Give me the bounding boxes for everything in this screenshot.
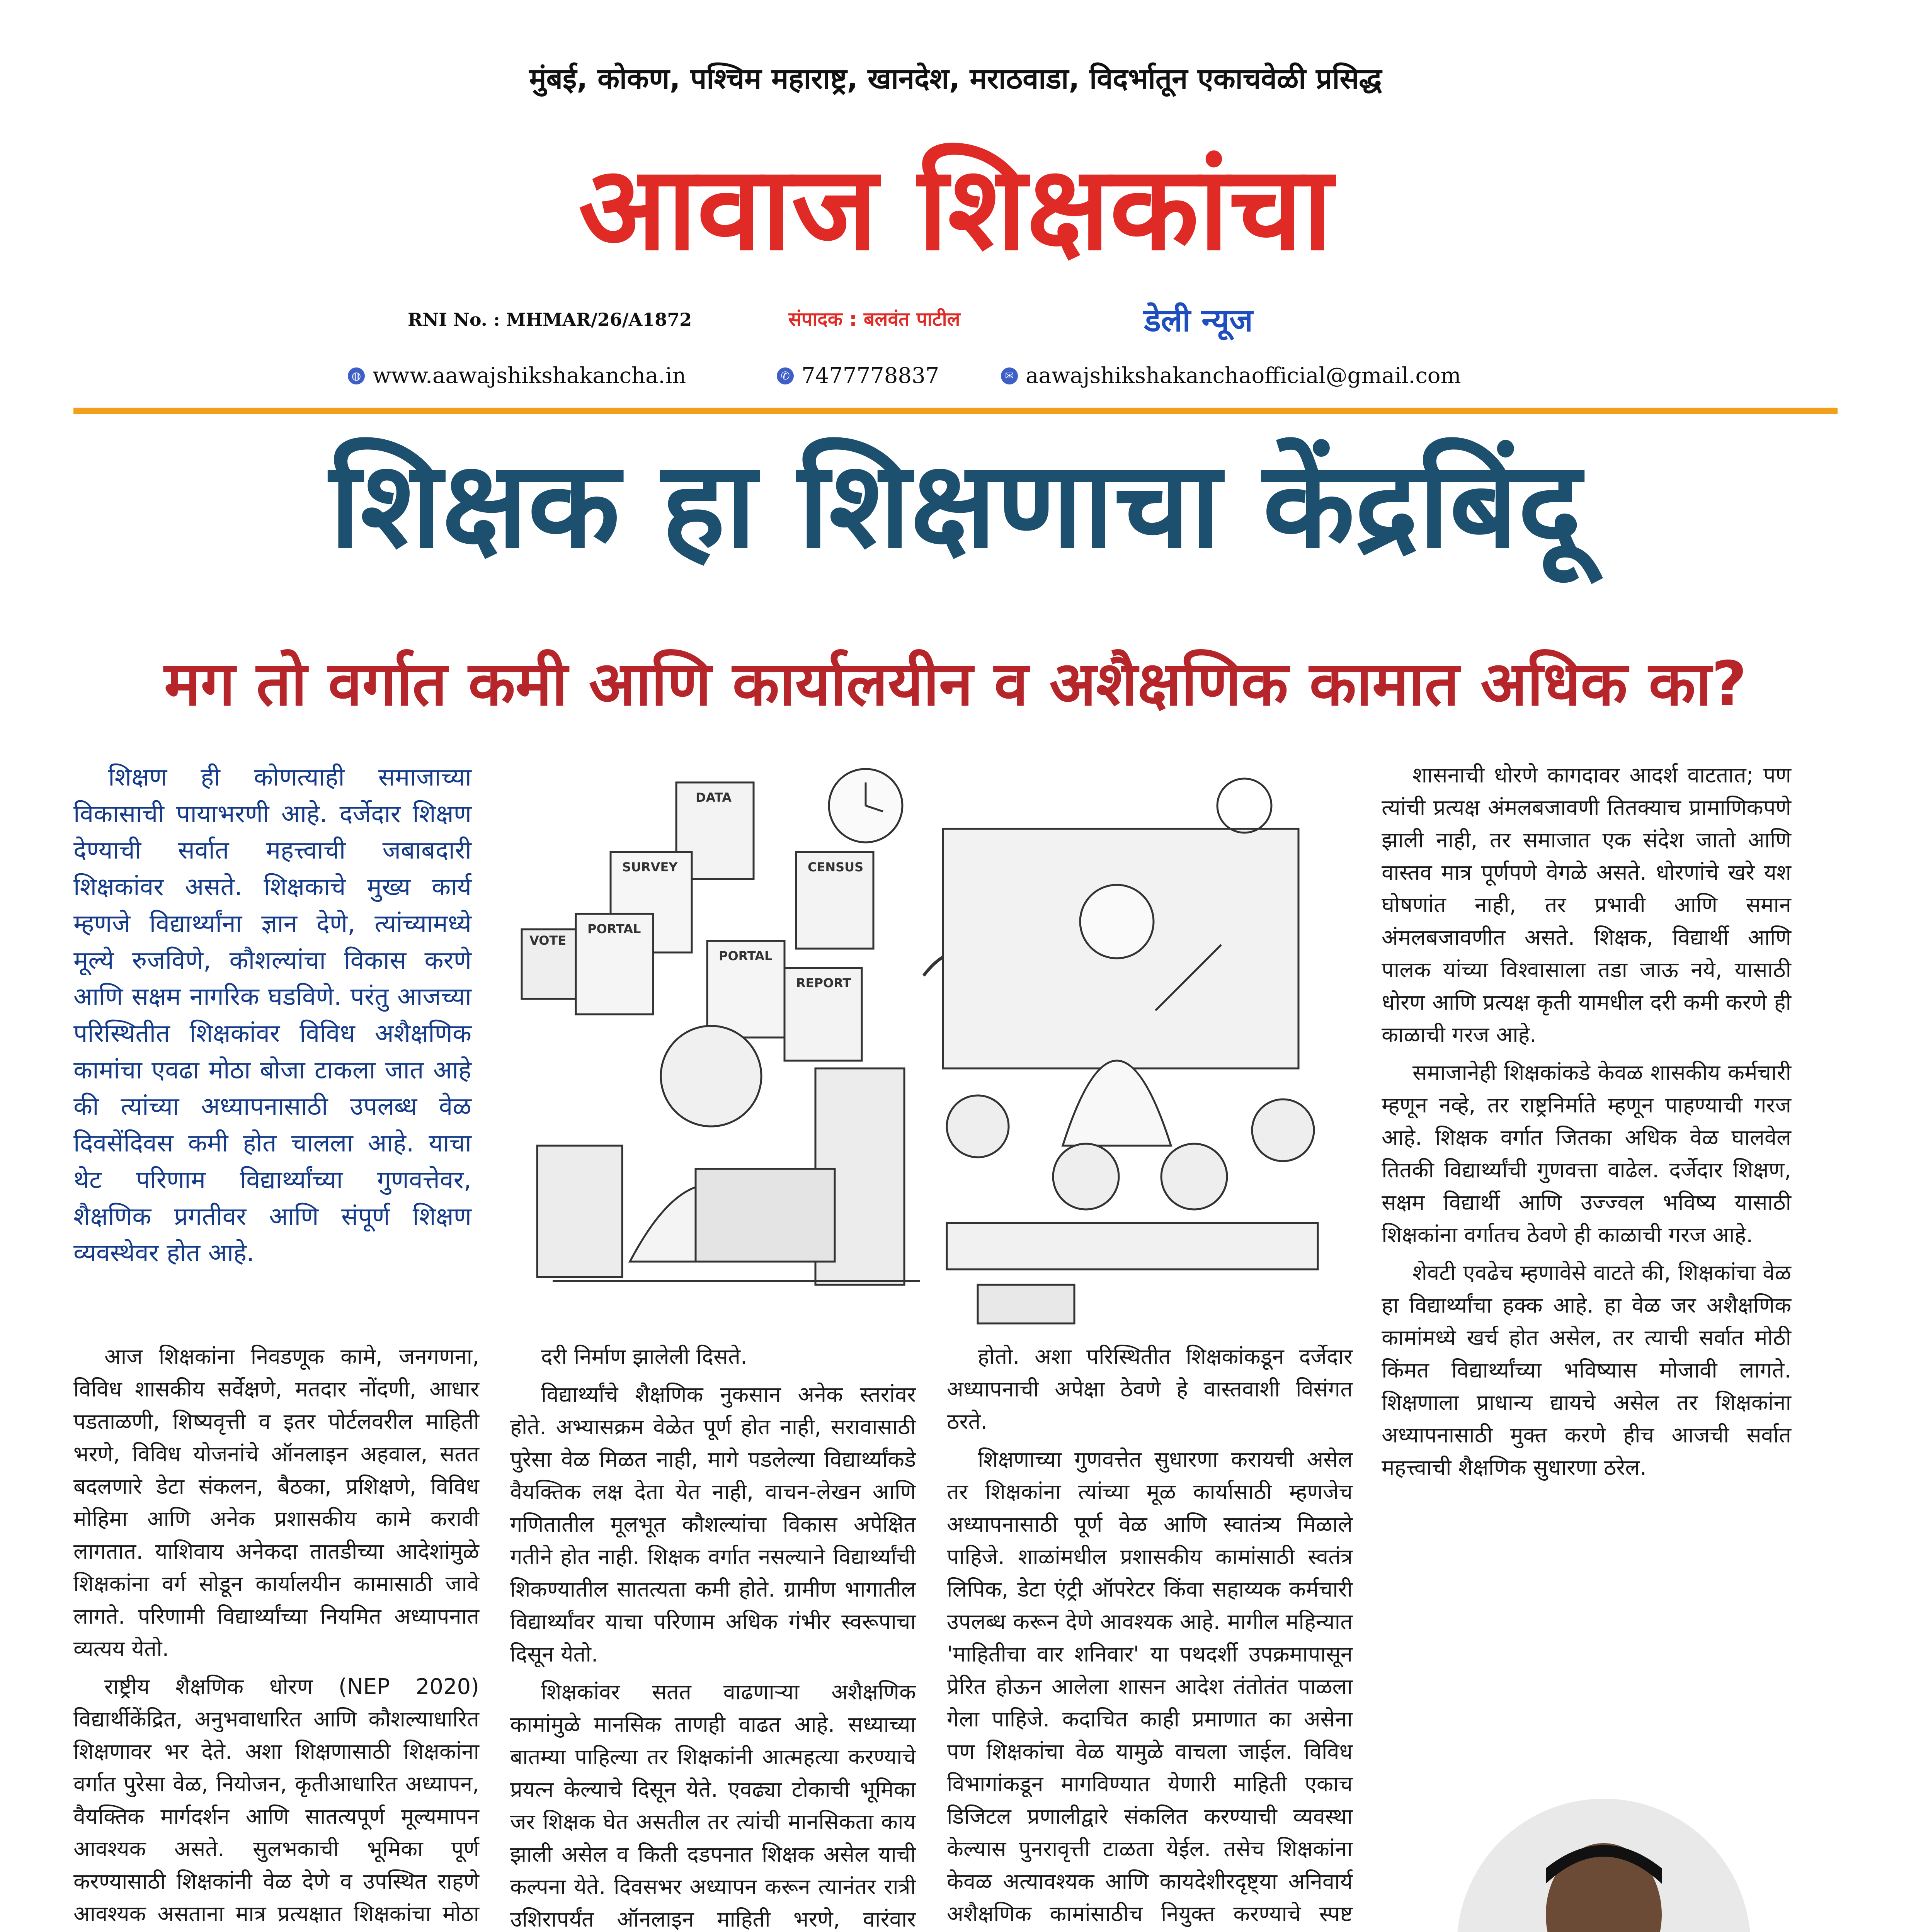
article-column-2: [510, 1341, 916, 1932]
paragraph: होतो. अशा परिस्थितीत शिक्षकांकडून दर्जेदार अध्यापनाची अपेक्षा ठेवणे हे वास्तवाशी विसंगत ठरते.: [947, 1344, 1353, 1434]
label-survey: SURVEY: [622, 860, 678, 874]
article-column-4: [1382, 759, 1791, 1490]
website-contact[interactable]: [348, 363, 686, 388]
globe-icon: ◍: [348, 367, 365, 384]
paragraph: आज शिक्षकांना निवडणूक कामे, जनगणना, विविध शासकीय सर्वेक्षणे, मतदार नोंदणी, आधार पडताळणी, शिष्यवृत्ती व इतर पोर्टलवरील माहिती भरणे, विविध योजनांचे ऑनलाइन अहवाल, सतत बदलणारे डेटा संकलन, बैठका, प्रशिक्षणे, विविध मोहिमा आणि अनेक प्रशासकीय कामे करावी लागतात. याशिवाय अनेकदा तातडीच्या आदेशांमुळे शिक्षकांना वर्ग सोडून कार्यालयीन कामासाठी जावे लागते. परिणामी विद्यार्थ्यांच्या नियमित अध्यापनात व्यत्यय येतो.: [73, 1344, 479, 1662]
label-portal-1: PORTAL: [587, 922, 641, 936]
student-icon-4: [1252, 1099, 1314, 1161]
paragraph: शिक्षकांवर सतत वाढणाऱ्या अशैक्षणिक कामांमुळे मानसिक ताणही वाढत आहे. सध्याच्या बातम्या पाहिल्या तर शिक्षकांनी आत्महत्या करण्याचे प्रयत्न केल्याचे दिसून येते. एवढ्या टोकाची भूमिका जर शिक्षक घेत असतील तर त्यांची मानसिकता काय झाली असेल व किती दडपनात शिक्षक असेल याची कल्पना येते. दिवसभर अध्यापन करून त्यानंतर रात्री उशिरापर्यंत ऑनलाइन माहिती भरणे, वारंवार: [510, 1680, 916, 1932]
paragraph: शिक्षणाच्या गुणवत्तेत सुधारणा करायची असेल तर शिक्षकांना त्यांच्या मूळ कार्यासाठी म्हणजेच अध्यापनासाठी पूर्ण वेळ आणि स्वातंत्र्य मिळाले पाहिजे. शाळांमधील प्रशासकीय कामांसाठी स्वतंत्र लिपिक, डेटा एंट्री ऑपरेटर किंवा सहाय्यक कर्मचारी उपलब्ध करून देणे आवश्यक आहे. मागील महिन्यात 'माहितीचा वार शनिवार' या पथदर्शी उपक्रमापासून प्रेरित होऊन आलेला शासन आदेश तंतोतंत पाळला गेला पाहिजे. कदाचित काही प्रमाणात का असेना पण शिक्षकांचा वेळ यामुळे वाचला जाईल. विविध विभागांकडून मागविण्यात येणारी माहिती एकाच डिजिटल प्रणालीद्वारे संकलित करण्याची व्यवस्था केल्यास पुनरावृत्ती टाळता येईल. तसेच शिक्षकांना केवळ अत्यावश्यक आणि कायदेशीरदृष्ट्या अनिवार्य अशैक्षणिक कामांसाठीच नियुक्त करण्याचे स्पष्ट: [947, 1447, 1353, 1927]
paragraph: विद्यार्थ्यांचे शैक्षणिक नुकसान अनेक स्तरांवर होते. अभ्यासक्रम वेळेत पूर्ण होत नाही, सरावासाठी पुरेसा वेळ मिळत नाही, मागे पडलेल्या विद्यार्थ्यांकडे वैयक्तिक लक्ष देता येत नाही, वाचन-लेखन आणि गणितातील मूलभूत कौशल्यांचा विकास अपेक्षित गतीने होत नाही. शिक्षक वर्गात नसल्याने विद्यार्थ्यांची शिकण्यातील सातत्यता कमी होते. ग्रामीण भागातील विद्यार्थ्यांवर याचा परिणाम अधिक गंभीर स्वरूपाचा दिसून येतो.: [510, 1382, 916, 1667]
laptop-icon: [696, 1169, 835, 1262]
student-icon-2: [1053, 1144, 1119, 1209]
email-text[interactable]: aawajshikshakanchaofficial@gmail.com: [1026, 363, 1461, 388]
subheadline: मग तो वर्गात कमी आणि कार्यालयीन व अशैक्षणिक कामात अधिक का?: [164, 648, 1747, 719]
article-column-1: [73, 1341, 479, 1932]
edition-label: डेली न्यूज: [1144, 302, 1253, 339]
label-portal-2: PORTAL: [719, 949, 773, 963]
author-portrait-icon: [1457, 1799, 1751, 1932]
label-census: CENSUS: [808, 860, 864, 874]
phone-contact[interactable]: [777, 363, 939, 388]
masthead: आवाज शिक्षकांचा: [578, 141, 1333, 276]
stressed-teacher-icon: [661, 1026, 761, 1126]
phone-icon: ✆: [777, 367, 794, 384]
headline: शिक्षक हा शिक्षणाचा केंद्रबिंदू: [329, 435, 1582, 575]
label-report: REPORT: [796, 976, 851, 990]
header-rule: [73, 408, 1838, 414]
paragraph: दरी निर्माण झालेली दिसते.: [541, 1344, 747, 1369]
student-icon: [947, 1095, 1009, 1157]
article-column-3: [947, 1341, 1353, 1932]
editor-credit: संपादक : बलवंत पाटील: [788, 308, 960, 330]
article-illustration: [514, 759, 1356, 1331]
email-contact[interactable]: [1001, 363, 1461, 388]
paragraph: समाजानेही शिक्षकांकडे केवळ शासकीय कर्मचारी म्हणून नव्हे, तर राष्ट्रनिर्माते म्हणून पाहण्याची गरज आहे. शिक्षक वर्गात जितका अधिक वेळ घालवेल तितकी विद्यार्थ्यांची गुणवत्ता वाढेल. दर्जेदार शिक्षण, सक्षम विद्यार्थी आणि उज्ज्वल भविष्य यासाठी शिक्षकांना वर्गातच ठेवणे ही काळाची गरज आहे.: [1382, 1060, 1791, 1248]
phone-text[interactable]: 7477778837: [801, 363, 939, 388]
paragraph: शेवटी एवढेच म्हणावेसे वाटते की, शिक्षकांचा वेळ हा विद्यार्थ्यांचा हक्क आहे. हा वेळ जर अशैक्षणिक कामांमध्ये खर्च होत असेल, तर त्याची सर्वात मोठी किंमत विद्यार्थ्यांच्या भविष्यास मोजावी लागते. शिक्षणाला प्राधान्य द्यायचे असेल तर शिक्षकांना अध्यापनासाठी मुक्त करणे हीच आजची सर्वात महत्त्वाची शैक्षणिक सुधारणा ठरेल.: [1382, 1260, 1791, 1480]
mail-icon: ✉: [1001, 367, 1018, 384]
file-stack-icon: [537, 1146, 622, 1277]
author-photo: [1457, 1799, 1751, 1932]
paragraph: राष्ट्रीय शैक्षणिक धोरण (NEP 2020) विद्यार्थीकेंद्रित, अनुभवाधारित आणि कौशल्याधारित शिक्षणावर भर देते. अशा शिक्षणासाठी शिक्षकांना वर्गात पुरेसा वेळ, नियोजन, कृतीआधारित अध्यापन, वैयक्तिक मार्गदर्शन आणि सातत्यपूर्ण मूल्यमापन आवश्यक असते. सुलभकाची भूमिका पूर्ण करण्यासाठी शिक्षकांनी वेळ देणे व उपस्थित राहणे आवश्यक असताना मात्र प्रत्यक्षात शिक्षकांचा मोठा: [73, 1674, 479, 1927]
lead-paragraph: [73, 759, 471, 1272]
desk-icon: [947, 1223, 1318, 1269]
tagline: मुंबई, कोकण, पश्चिम महाराष्ट्र, खानदेश, मराठवाडा, विदर्भातून एकाचवेळी प्रसिद्ध: [529, 62, 1382, 95]
student-icon-3: [1161, 1144, 1227, 1209]
website-text[interactable]: www.aawajshikshakancha.in: [373, 363, 686, 388]
lead-text: शिक्षण ही कोणत्याही समाजाच्या विकासाची पायाभरणी आहे. दर्जेदार शिक्षण देण्याची सर्वात महत्त्वाची जबाबदारी शिक्षकांवर असते. शिक्षकाचे मुख्य कार्य म्हणजे विद्यार्थ्यांना ज्ञान देणे, त्यांच्यामध्ये मूल्ये रुजविणे, कौशल्यांचा विकास करणे आणि सक्षम नागरिक घडविणे. परंतु आजच्या परिस्थितीत शिक्षकांवर विविध अशैक्षणिक कामांचा एवढा मोठा बोजा टाकला जात आहे की त्यांच्या अध्यापनासाठी उपलब्ध वेळ दिवसेंदिवस कमी होत चालला आहे. याचा थेट परिणाम विद्यार्थ्यांच्या गुणवत्तेवर, शैक्षणिक प्रगतीवर आणि संपूर्ण शिक्षण व्यवस्थेवर होत आहे.: [73, 763, 471, 1268]
label-vote: VOTE: [529, 933, 567, 948]
paragraph: शासनाची धोरणे कागदावर आदर्श वाटतात; पण त्यांची प्रत्यक्ष अंमलबजावणी तितक्याच प्रामाणिकपणे झाली नाही, तर समाजात एक संदेश जातो आणि वास्तव मात्र पूर्णपणे वेगळे असते. धोरणांचे खरे यश घोषणांत नाही, तर प्रभावी आणि समान अंमलबजावणीत असते. शिक्षक, विद्यार्थी आणि पालक यांच्या विश्वासाला तडा जाऊ नये, यासाठी धोरण आणि प्रत्यक्ष कृती यामधील दरी कमी करणे ही काळाची गरज आहे.: [1382, 763, 1791, 1048]
label-data: DATA: [696, 790, 732, 805]
books-icon: [978, 1285, 1074, 1323]
rni-number: RNI No. : MHMAR/26/A1872: [408, 309, 692, 330]
teacher-icon: [1080, 885, 1154, 958]
